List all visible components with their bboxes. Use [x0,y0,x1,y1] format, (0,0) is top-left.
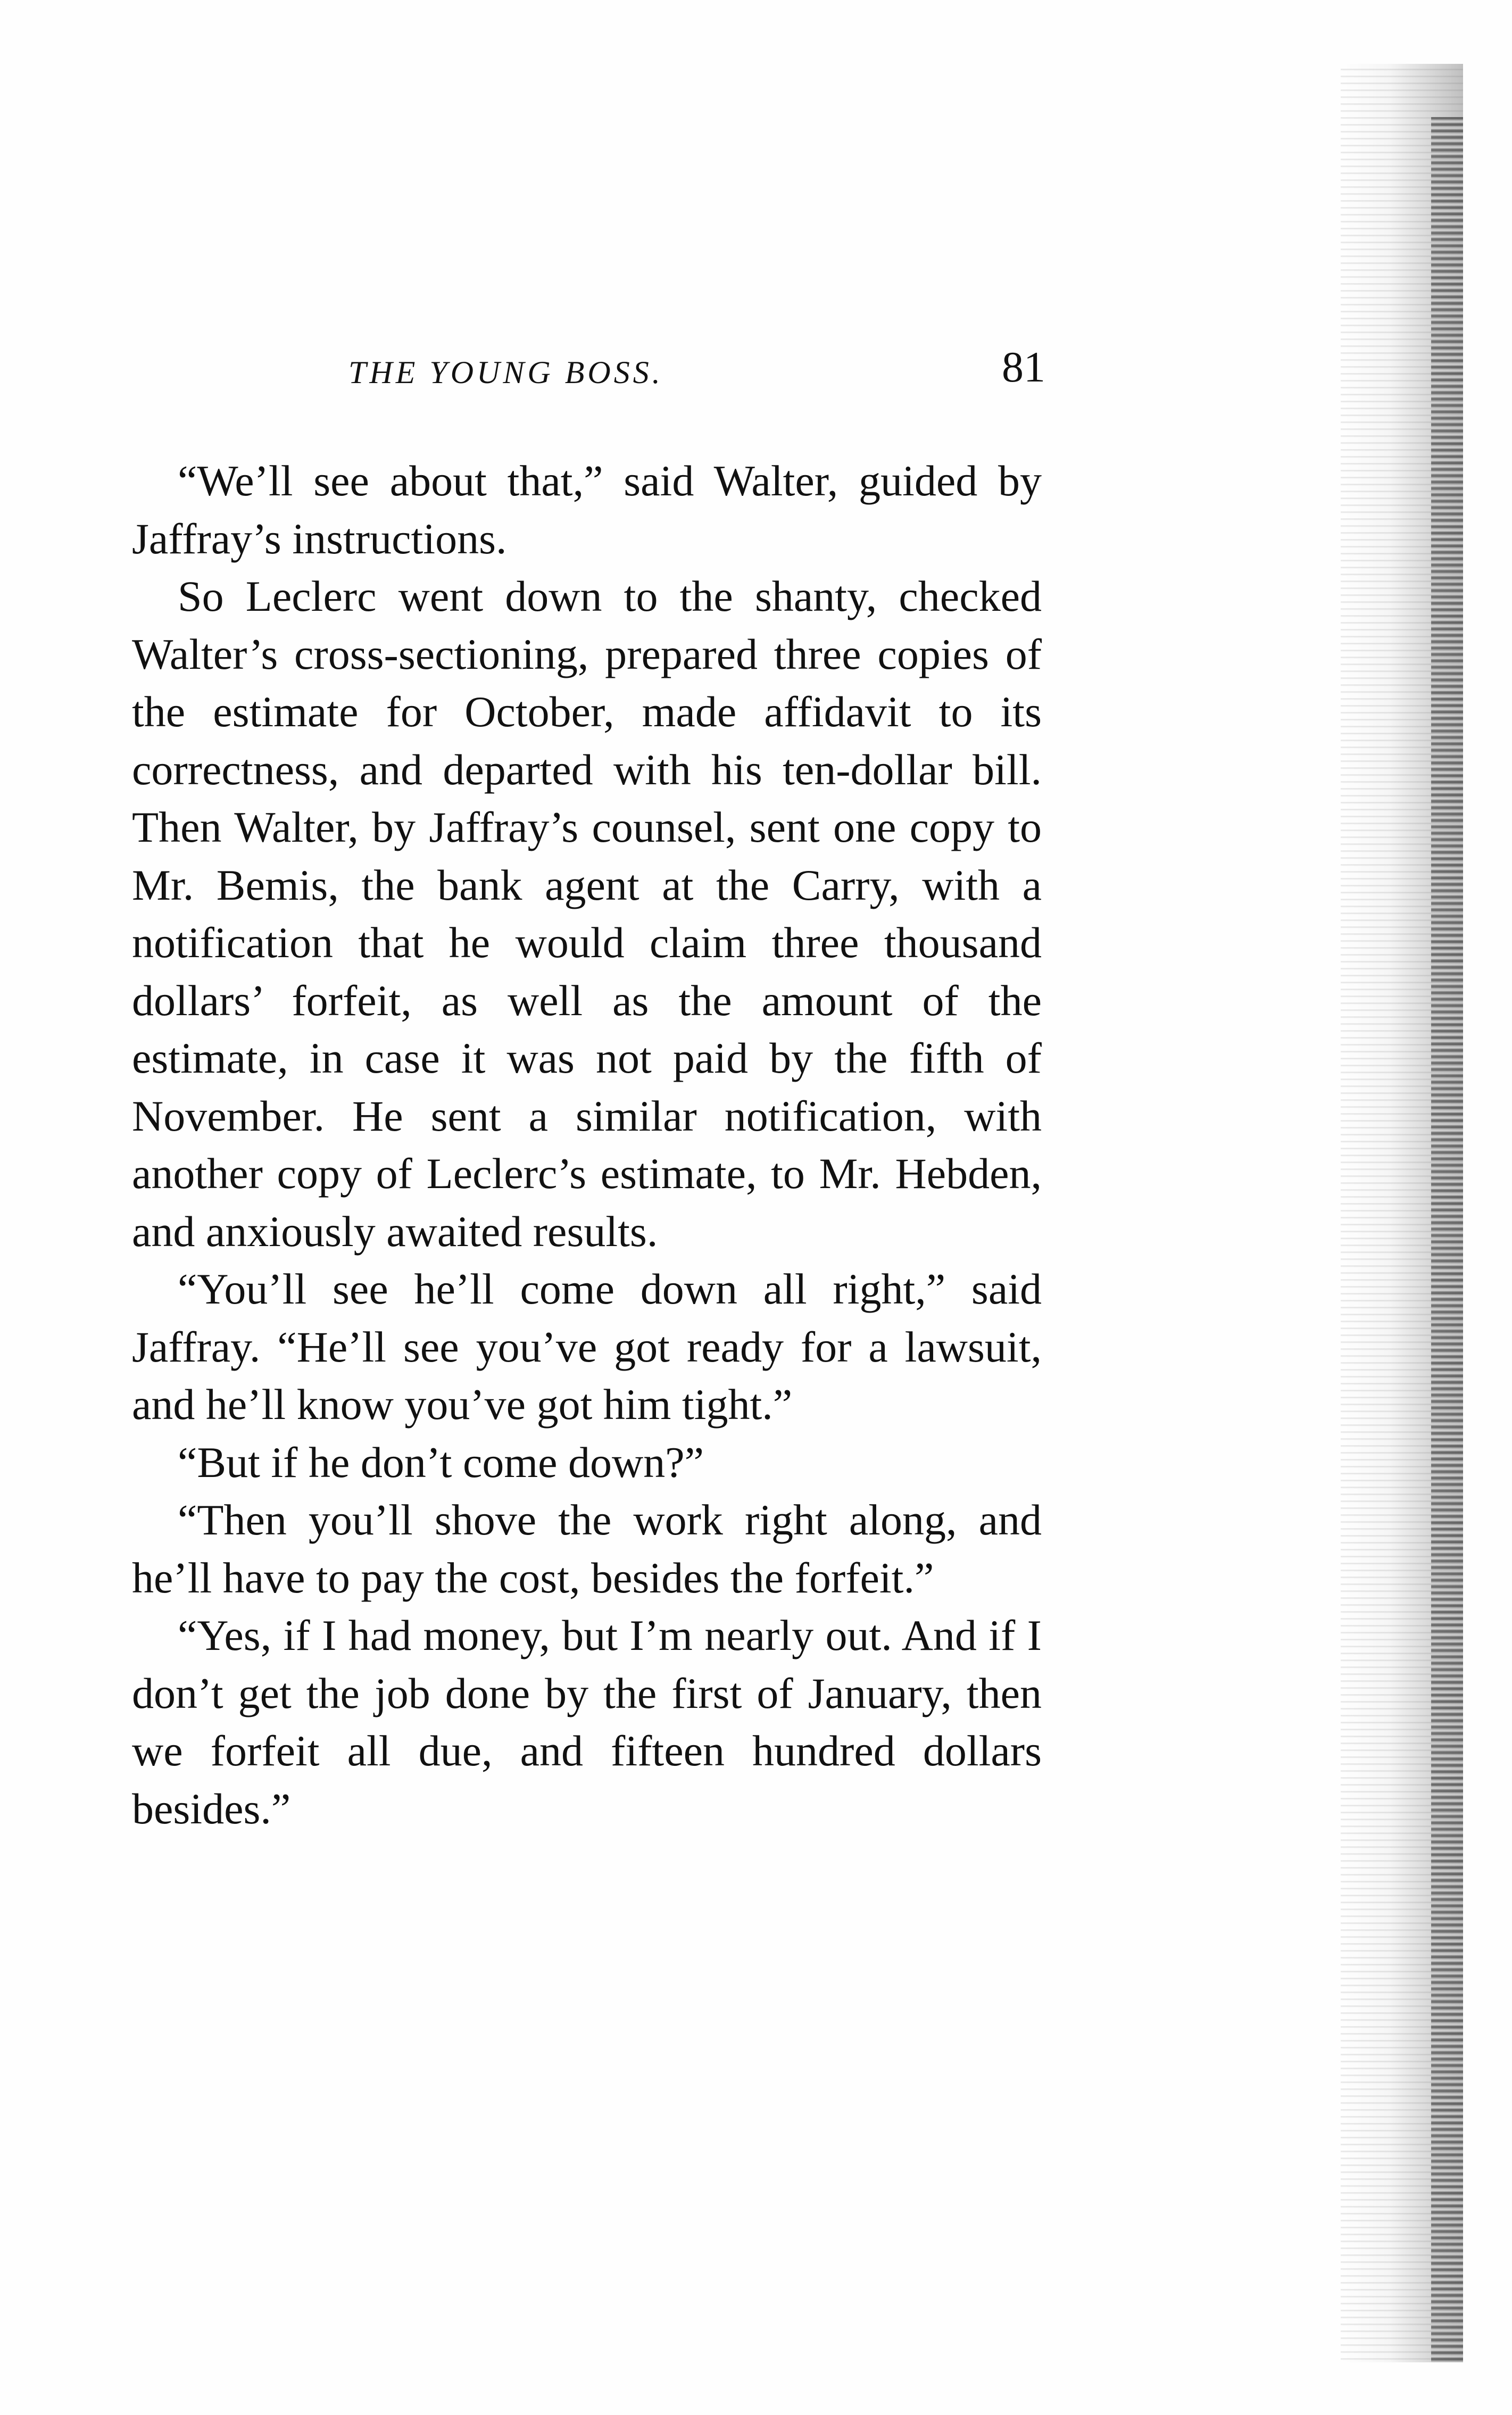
paragraph-2: So Leclerc went down to the shanty, checked Walter’s cross-sectioning, prepared three copies of the estimate for October, made affidavit to its correctness, and departed with his ten-dollar bill. Then Walter, by Jaffray’s counsel, sent one copy to Mr. Bemis, the bank agent at the Carry, with a notification that he would claim three thousand dollars’ forfeit, as well as the amount of the estimate, in case it was not paid by the fifth of November. He sent a similar notification, with another copy of Leclerc’s estimate, to Mr. Hebden, and anxiously awaited results. [132,572,1042,1256]
page-number: 81 [1002,343,1045,391]
scan-page-edge [1431,117,1463,2362]
paragraph-3: “You’ll see he’ll come down all right,” said Jaffray. “He’ll see you’ve got ready for a lawsuit, and he’ll know you’ve got him tight.” [132,1265,1042,1429]
paragraph-1: “We’ll see about that,” said Walter, guided by Jaffray’s instructions. [132,457,1042,563]
paragraph-6: “Yes, if I had money, but I’m nearly out. And if I don’t get the job done by the first of January, then we forfeit all due, and fifteen hundred dollars besides.” [132,1611,1042,1833]
paragraph-4: “But if he don’t come down?” [178,1438,704,1487]
body-text [132,452,1042,1838]
running-title: THE YOUNG BOSS. [348,355,663,390]
paragraph-5: “Then you’ll shove the work right along, and he’ll have to pay the cost, besides the forfeit.” [132,1496,1042,1602]
running-header [348,341,1056,399]
